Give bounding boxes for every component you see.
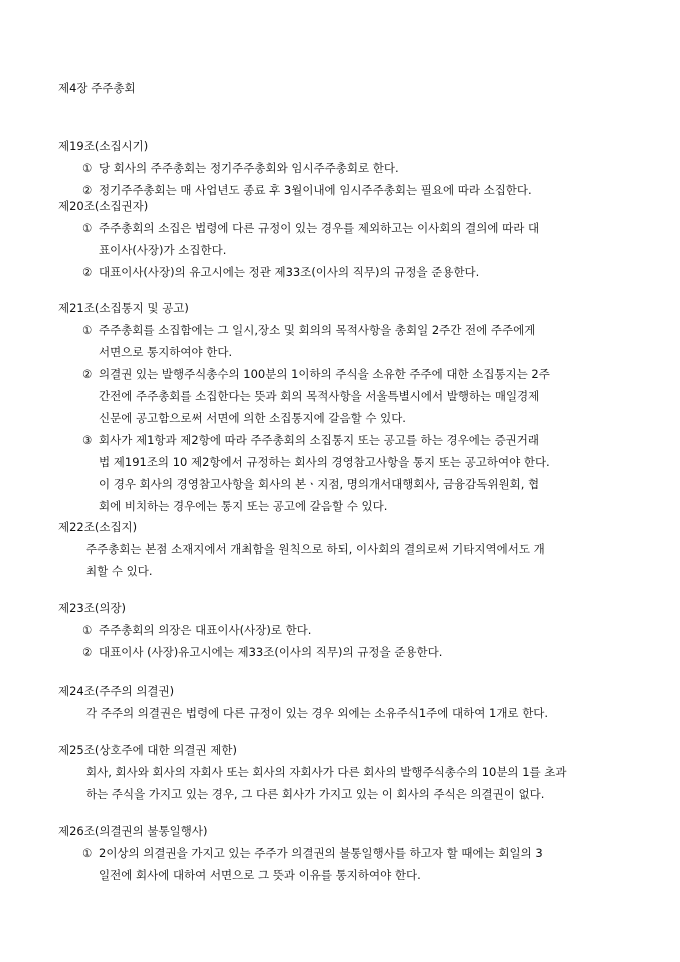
article-body	[58, 761, 628, 805]
clause-line: 서면으로 통지하여야 한다.	[99, 345, 233, 359]
article-title: 제26조(의결권의 불통일행사)	[58, 824, 208, 838]
article-19	[58, 135, 628, 201]
clause-number: ②	[82, 183, 93, 197]
clause	[58, 319, 628, 363]
clause-number: ②	[82, 645, 93, 659]
body-line: 회사, 회사와 회사의 자회사 또는 회사의 자회사가 다른 회사의 발행주식총수의 10분의 1를 초과	[86, 765, 567, 779]
article-23	[58, 597, 628, 663]
chapter-heading: 제4장 주주총회	[58, 81, 136, 95]
clause-number: ①	[82, 846, 93, 860]
article-20	[58, 195, 628, 283]
article-title: 제25조(상호주에 대한 의결권 제한)	[58, 743, 237, 757]
clause-line: 당 회사의 주주총회는 정기주주총회와 임시주주총회로 한다.	[99, 161, 399, 175]
clause-number: ①	[82, 323, 93, 337]
body-line: 최할 수 있다.	[86, 564, 153, 578]
article-body	[58, 538, 628, 582]
clause	[58, 157, 628, 179]
clause-line: 주주총회의 소집은 법령에 다른 규정이 있는 경우를 제외하고는 이사회의 결의에 따라 대	[99, 221, 540, 235]
clause-line: 주주총회를 소집함에는 그 일시,장소 및 회의의 목적사항을 총회일 2주간 전에 주주에게	[99, 323, 536, 337]
clause	[58, 261, 628, 283]
clause-line: 이 경우 회사의 경영참고사항을 회사의 본ㆍ지점, 명의개서대행회사, 금융감독위원회, 협	[99, 477, 540, 491]
article-21	[58, 297, 628, 517]
clause	[58, 217, 628, 261]
clause-line: 회사가 제1항과 제2항에 따라 주주총회의 소집통지 또는 공고를 하는 경우에는 증권거래	[99, 433, 539, 447]
clause-line: 대표이사 (사장)유고시에는 제33조(이사의 직무)의 규정을 준용한다.	[99, 645, 443, 659]
clause-line: 법 제191조의 10 제2항에서 규정하는 회사의 경영참고사항을 통지 또는 공고하여야 한다.	[99, 455, 550, 469]
clause-number: ③	[82, 433, 93, 447]
article-body	[58, 702, 628, 724]
clause-number: ①	[82, 623, 93, 637]
clause-line: 신문에 공고함으로써 서면에 의한 소집통지에 갈음할 수 있다.	[99, 411, 406, 425]
clause-line: 대표이사(사장)의 유고시에는 정관 제33조(이사의 직무)의 규정을 준용한다.	[99, 265, 480, 279]
body-line: 하는 주식을 가지고 있는 경우, 그 다른 회사가 가지고 있는 이 회사의 주식은 의결권이 없다.	[86, 787, 545, 801]
article-22	[58, 516, 628, 582]
clause	[58, 641, 628, 663]
article-title: 제23조(의장)	[58, 601, 127, 615]
body-line: 주주총회는 본점 소재지에서 개최함을 원칙으로 하되, 이사회의 결의로써 기타지역에서도 개	[86, 542, 545, 556]
clause-number: ①	[82, 161, 93, 175]
article-title: 제19조(소집시기)	[58, 139, 149, 153]
article-26	[58, 820, 628, 886]
clause	[58, 619, 628, 641]
clause-line: 회에 비치하는 경우에는 통지 또는 공고에 갈음할 수 있다.	[99, 499, 388, 513]
body-line: 각 주주의 의결권은 법령에 다른 규정이 있는 경우 외에는 소유주식1주에 대하여 1개로 한다.	[86, 706, 549, 720]
clause	[58, 429, 628, 517]
clause	[58, 363, 628, 429]
clause	[58, 842, 628, 886]
clause-line: 2이상의 의결권을 가지고 있는 주주가 의결권의 불통일행사를 하고자 할 때에는 회일의 3	[99, 846, 543, 860]
article-title: 제21조(소집통지 및 공고)	[58, 301, 189, 315]
article-24	[58, 680, 628, 724]
clause-line: 정기주주총회는 매 사업년도 종료 후 3월이내에 임시주주총회는 필요에 따라 소집한다.	[99, 183, 532, 197]
clause-number: ①	[82, 221, 93, 235]
clause-number: ②	[82, 265, 93, 279]
article-title: 제20조(소집권자)	[58, 199, 149, 213]
clause-line: 일전에 회사에 대하여 서면으로 그 뜻과 이유를 통지하여야 한다.	[99, 868, 421, 882]
clause-line: 의결권 있는 발행주식총수의 100분의 1이하의 주식을 소유한 주주에 대한 소집통지는 2주	[99, 367, 550, 381]
article-title: 제22조(소집지)	[58, 520, 138, 534]
article-title: 제24조(주주의 의결권)	[58, 684, 175, 698]
clause-line: 주주총회의 의장은 대표이사(사장)로 한다.	[99, 623, 312, 637]
clause-line: 간전에 주주총회를 소집한다는 뜻과 회의 목적사항을 서울특별시에서 발행하는 매일경제	[99, 389, 540, 403]
article-25	[58, 739, 628, 805]
clause-number: ②	[82, 367, 93, 381]
clause-line: 표이사(사장)가 소집한다.	[99, 243, 227, 257]
